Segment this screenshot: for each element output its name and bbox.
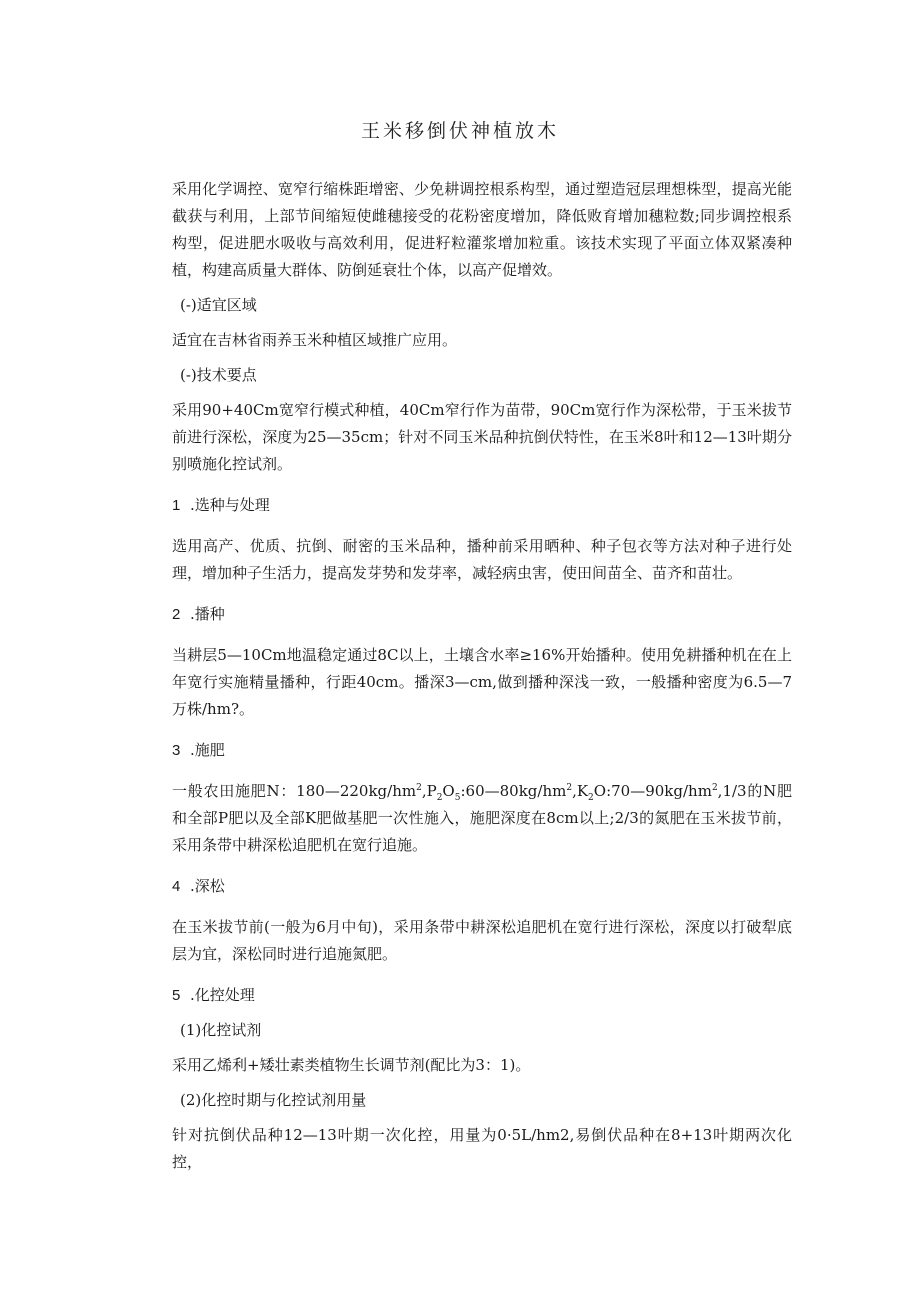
- item-title: .选种与处理: [190, 496, 270, 514]
- item-number: 4: [172, 878, 181, 895]
- fert-sub-1: 2: [436, 793, 443, 803]
- section-key-points-text: 采用90+40Cm宽窄行模式种植，40Cm窄行作为苗带，90Cm宽行作为深松带，于玉米拔节前进行深松，深度为25—35cm；针对不同玉米品种抗倒伏特性，在玉米8叶和12—13叶期分别喷施化控试剂。: [172, 401, 792, 473]
- fert-sup-1: 2: [416, 783, 422, 793]
- subheading-timing-dosage-text: 针对抗倒伏品种12—13叶期一次化控，用量为0·5L/hm2,易倒伏品种在8+13叶期两次化控，: [172, 1126, 792, 1171]
- subheading-reagent: (1)化控试剂: [180, 1021, 262, 1039]
- item-title: .深松: [190, 877, 225, 895]
- item-sowing-text: 当耕层5—10Cm地温稳定通过8C以上，土壤含水率≥16%开始播种。使用免耕播种机在在上年宽行实施精量播种，行距40cm。播深3—cm,做到播种深浅一致，一般播种密度为6.5—7万株/hm?。: [172, 646, 792, 718]
- section-heading-key-points: (-)技术要点: [180, 366, 257, 384]
- fert-sup-3: 2: [711, 783, 718, 793]
- item-heading-seed-selection: [172, 492, 792, 519]
- fert-text-f: O:70—90kg/hm: [593, 782, 712, 800]
- document-title: 王米移倒伏神植放木: [360, 120, 559, 142]
- item-fertilizing-text: [172, 778, 792, 859]
- fert-text-d: :60—80kg/hm: [460, 782, 567, 800]
- fert-sup-2: 2: [566, 783, 573, 793]
- item-heading-sowing: [172, 601, 792, 628]
- item-title: .播种: [190, 605, 225, 623]
- section-region-text: 适宜在吉林省雨养玉米种植区域推广应用。: [172, 331, 458, 349]
- item-heading-subsoiling: [172, 873, 792, 900]
- subheading-timing-dosage: (2)化控时期与化控试剂用量: [180, 1091, 367, 1109]
- fert-text-b: ,P: [421, 782, 437, 800]
- intro-paragraph: [172, 176, 792, 284]
- item-number: 1: [172, 497, 181, 514]
- item-seed-selection-text: 选用高产、优质、抗倒、耐密的玉米品种，播种前采用晒种、种子包衣等方法对种子进行处理，增加种子生活力，提高发芽势和发芽率，减轻病虫害，使田间苗全、苗齐和苗壮。: [172, 537, 792, 582]
- item-heading-chemical-control: [172, 982, 792, 1009]
- section-heading-region: (-)适宜区域: [180, 296, 257, 314]
- fert-text-e: ,K: [572, 782, 589, 800]
- fert-sub-2: 5: [454, 793, 461, 803]
- item-number: 5: [172, 987, 181, 1004]
- fert-text-c: O: [442, 782, 455, 800]
- item-title: .化控处理: [190, 986, 255, 1004]
- item-heading-fertilizing: [172, 737, 792, 764]
- fert-text-a: 一般农田施肥N：180—220kg/hm: [172, 782, 417, 800]
- item-subsoiling-text: 在玉米拔节前(一般为6月中旬)，采用条带中耕深松追肥机在宽行进行深松，深度以打破犁底层为宜，深松同时进行追施氮肥。: [172, 918, 792, 963]
- intro-text: 采用化学调控、宽窄行缩株距增密、少免耕调控根系构型，通过塑造冠层理想株型，提高光能截获与利用，上部节间缩短使雌穗接受的花粉密度增加，降低败育增加穗粒数;同步调控根系构型，促进肥水吸收与高效利用，促进籽粒灌浆增加粒重。该技术实现了平面立体双紧凑种植，构建高质量大群体、防倒延衰壮个体，以高产促增效。: [172, 180, 792, 279]
- document-body: [172, 176, 792, 1176]
- subheading-reagent-text: 采用乙烯利+矮壮素类植物生长调节剂(配比为3：1)。: [172, 1056, 531, 1074]
- item-number: 3: [172, 742, 181, 759]
- item-title: .施肥: [190, 741, 225, 759]
- item-number: 2: [172, 606, 181, 623]
- fert-text-g: ,1/3的N肥和全部P肥以及全部K肥做基肥一次性施入，施肥深度在8cm以上;2/3的氮肥在玉米拔节前，采用条带中耕深松追肥机在宽行追施。: [172, 782, 792, 854]
- fert-sub-3: 2: [588, 793, 594, 803]
